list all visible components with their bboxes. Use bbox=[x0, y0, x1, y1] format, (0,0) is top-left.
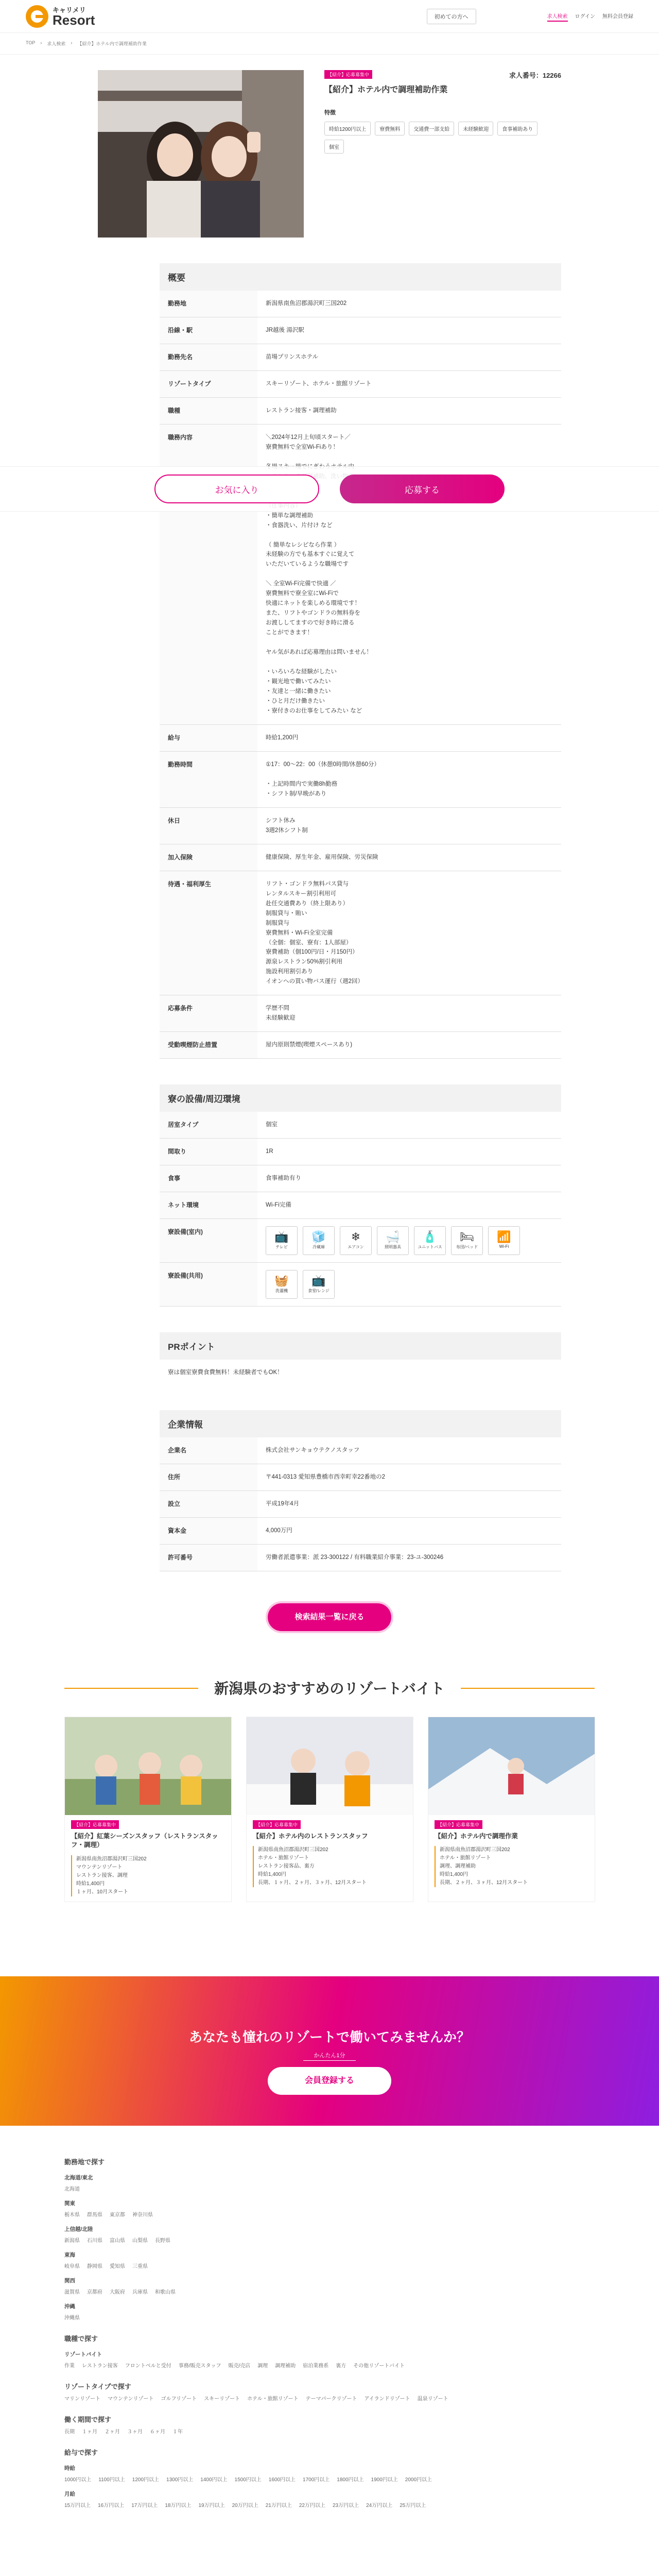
job-link[interactable]: 事務/販売スタッフ bbox=[178, 2363, 221, 2369]
row-value: 食事補助有り bbox=[266, 1175, 301, 1182]
pay-link[interactable]: 1600円以上 bbox=[268, 2477, 296, 2483]
row-key: 給与 bbox=[160, 725, 257, 751]
logo-big-text: Resort bbox=[53, 12, 95, 28]
row-key: 食事 bbox=[160, 1165, 257, 1192]
area-link[interactable]: 兵庫県 bbox=[132, 2289, 148, 2295]
row-value: 労働者派遣事業：派 23-300122 / 有料職業紹介事業：23-ユ-300246 bbox=[266, 1554, 444, 1561]
company-title: 企業情報 bbox=[160, 1410, 561, 1437]
table-row bbox=[160, 871, 561, 996]
breadcrumb-current: 【紹介】ホテル内で調理補助作業 bbox=[77, 41, 147, 46]
row-key: 勤務先名 bbox=[160, 344, 257, 370]
first-time-button[interactable]: 初めての方へ bbox=[427, 9, 476, 24]
row-key: 勤務地 bbox=[160, 291, 257, 317]
row-value: レストラン接客・調理補助 bbox=[266, 407, 337, 414]
pay-hour-label: 時給 bbox=[64, 2465, 75, 2471]
row-key: 間取り bbox=[160, 1139, 257, 1165]
table-row bbox=[160, 808, 561, 844]
amenity-bed: 🛏 布団/ベッド bbox=[451, 1226, 483, 1255]
area-group-title: 沖縄 bbox=[64, 2303, 75, 2310]
company-table bbox=[160, 1437, 561, 1571]
monthly-link[interactable]: 18万円以上 bbox=[165, 2502, 192, 2509]
row-value: 時給1,200円 bbox=[266, 734, 299, 741]
monthly-link[interactable]: 15万円以上 bbox=[64, 2502, 91, 2509]
card-image bbox=[247, 1717, 413, 1815]
job-status-badge: 【紹介】応募募集中 bbox=[324, 70, 372, 79]
job-link[interactable]: 販売/売店 bbox=[228, 2363, 251, 2369]
job-link[interactable]: 調理 bbox=[257, 2363, 268, 2369]
row-value: ＼2024年12月上旬頃スタート／ 寮費無料で全室Wi-Fiあり！ ・簡単な調理補助 ・食器洗い、片付け など （ 簡単なレシピなら作業 ） 未経験の方でも基本すぐに覚えて いただいているような職場です ＼ 全室Wi-Fi完備で快適 ／ 寮費無料で寮全室にWi-Fiで 快適にネットを楽しめる環境です！ また、リフトやゴンドラの無料券を お渡ししてますので好き時に滑る ことができます！ ヤル気があれば応募理由は問いません！ ・いろいろな経験がしたい ・観光地で働いてみたい ・友達と一緒に働きたい ・ひと月だけ働きたい ・寮付きのお仕事をしてみたい など bbox=[266, 434, 372, 714]
row-key: 休日 bbox=[160, 808, 257, 844]
logo-small-text: キャリメリ bbox=[53, 6, 86, 14]
area-link[interactable]: 山梨県 bbox=[132, 2238, 148, 2244]
washer-icon: 🧺 bbox=[274, 1274, 289, 1287]
row-value: シフト休み 3週2休シフト制 bbox=[266, 817, 308, 834]
aircon-icon: ❄ bbox=[351, 1230, 361, 1244]
card-title: 【紹介】紅葉シーズンスタッフ（レストランスタッフ・調理） bbox=[71, 1832, 218, 1849]
row-key: リゾートタイプ bbox=[160, 371, 257, 397]
card-image bbox=[428, 1717, 595, 1815]
pay-link[interactable]: 1100円以上 bbox=[98, 2477, 125, 2483]
cta-banner bbox=[0, 1976, 659, 2126]
cta-title: あなたも憧れのリゾートで働いてみませんか？ bbox=[188, 2029, 470, 2045]
area-group-title: 東海 bbox=[64, 2251, 75, 2258]
area-link[interactable]: 沖縄県 bbox=[64, 2315, 80, 2321]
area-link[interactable]: 長野県 bbox=[155, 2238, 170, 2244]
feature-tag: 個室 bbox=[324, 140, 344, 154]
dorm-table bbox=[160, 1112, 561, 1307]
card-title: 【紹介】ホテル内で調理作業 bbox=[435, 1832, 518, 1840]
card-badge: 【紹介】応募募集中 bbox=[71, 1820, 119, 1829]
type-link[interactable]: アイランドリゾート bbox=[364, 2396, 410, 2402]
logo-mark-icon bbox=[26, 5, 48, 28]
feature-tag: 時給1200円以上 bbox=[324, 122, 371, 135]
table-row bbox=[160, 1518, 561, 1545]
table-row bbox=[160, 1112, 561, 1139]
card-title: 【紹介】ホテル内のレストランスタッフ bbox=[253, 1832, 368, 1840]
area-link[interactable]: 富山県 bbox=[110, 2238, 125, 2244]
recommend-card[interactable] bbox=[246, 1717, 413, 1902]
amenity-light: 🛁 照明器具 bbox=[377, 1226, 409, 1255]
table-row bbox=[160, 725, 561, 752]
pay-link[interactable]: 1700円以上 bbox=[303, 2477, 330, 2483]
table-row bbox=[160, 1464, 561, 1491]
monthly-link[interactable]: 24万円以上 bbox=[366, 2502, 393, 2509]
table-row bbox=[160, 1192, 561, 1219]
area-link[interactable]: 京都府 bbox=[87, 2289, 102, 2295]
period-link[interactable]: ３ヶ月 bbox=[127, 2429, 143, 2435]
amenity-aircon: ❄ エアコン bbox=[340, 1226, 372, 1255]
amenity-tv: 📺 テレビ bbox=[266, 1226, 298, 1255]
area-link[interactable]: 北海道 bbox=[64, 2186, 80, 2192]
pr-text: 寮は個室寮費食費無料！未経験者でもOK！ bbox=[168, 1369, 283, 1376]
type-link[interactable]: ゴルフリゾート bbox=[161, 2396, 197, 2402]
fridge-icon: 🧊 bbox=[311, 1230, 326, 1244]
wifi-icon: 📶 bbox=[497, 1230, 511, 1244]
row-value: 学歴不問 未経験歓迎 bbox=[266, 1005, 296, 1022]
nav-job-search[interactable]: 求人検索 bbox=[547, 12, 568, 22]
monthly-link[interactable]: 20万円以上 bbox=[232, 2502, 258, 2509]
back-to-results-button[interactable]: 検索結果一覧に戻る bbox=[268, 1603, 391, 1631]
row-value: 〒441-0313 愛知県豊橋市西幸町幸22番地の2 bbox=[266, 1474, 385, 1481]
table-row bbox=[160, 1032, 561, 1059]
site-logo[interactable] bbox=[26, 5, 95, 28]
pay-link[interactable]: 2000円以上 bbox=[405, 2477, 432, 2483]
table-row bbox=[160, 1263, 561, 1307]
pay-link[interactable]: 1300円以上 bbox=[166, 2477, 194, 2483]
job-link[interactable]: その他リゾートバイト bbox=[353, 2363, 405, 2369]
feature-tag: 食事補助あり bbox=[497, 122, 537, 135]
monthly-link[interactable]: 21万円以上 bbox=[265, 2502, 292, 2509]
amenity-fridge: 🧊 冷蔵庫 bbox=[303, 1226, 335, 1255]
row-value: ①17：00〜22：00（休憩0時間/休憩60分） ・上記時間内で実働8h勤務 ・シフト制/早晩があり bbox=[266, 761, 380, 797]
type-link[interactable]: 温泉リゾート bbox=[417, 2396, 448, 2402]
job-link[interactable]: 作業 bbox=[64, 2363, 75, 2369]
features-label: 特徴 bbox=[324, 110, 336, 116]
footer-search bbox=[64, 2157, 595, 2509]
area-group-title: 上信越/北陸 bbox=[64, 2226, 93, 2232]
type-search-title: リゾートタイプで探す bbox=[64, 2382, 131, 2391]
period-link[interactable]: １ヶ月 bbox=[82, 2429, 97, 2435]
pr-title: PRポイント bbox=[160, 1332, 561, 1360]
row-value: 4,000万円 bbox=[266, 1528, 292, 1534]
row-key: 居室タイプ bbox=[160, 1112, 257, 1138]
area-link[interactable]: 滋賀県 bbox=[64, 2289, 80, 2295]
breadcrumb-top[interactable]: TOP bbox=[26, 40, 36, 45]
pay-search-title: 給与で探す bbox=[64, 2448, 98, 2456]
monthly-link[interactable]: 19万円以上 bbox=[198, 2502, 225, 2509]
area-link[interactable]: 大阪府 bbox=[110, 2289, 125, 2295]
row-key: 待遇・福利厚生 bbox=[160, 871, 257, 995]
type-link[interactable]: マウンテンリゾート bbox=[108, 2396, 154, 2402]
table-row bbox=[160, 1545, 561, 1571]
table-row bbox=[160, 291, 561, 317]
overview-table bbox=[160, 291, 561, 1059]
area-link[interactable]: 三重県 bbox=[132, 2263, 148, 2269]
row-key: 加入保険 bbox=[160, 844, 257, 871]
table-row bbox=[160, 371, 561, 398]
area-link[interactable]: 静岡県 bbox=[87, 2263, 102, 2269]
row-key: 沿線・駅 bbox=[160, 317, 257, 344]
area-group-title: 北海道/東北 bbox=[64, 2174, 93, 2181]
table-row bbox=[160, 995, 561, 1032]
pay-link[interactable]: 1200円以上 bbox=[132, 2477, 160, 2483]
period-link[interactable]: １年 bbox=[172, 2429, 183, 2435]
row-key: 応募条件 bbox=[160, 995, 257, 1031]
row-key: 寮設備(室内) bbox=[160, 1219, 257, 1262]
microwave-icon: 📺 bbox=[311, 1274, 326, 1287]
job-search-title: 職種で探す bbox=[64, 2334, 98, 2343]
favorite-button[interactable]: お気に入り bbox=[154, 474, 319, 503]
pay-link[interactable]: 1500円以上 bbox=[234, 2477, 262, 2483]
period-search-title: 働く期間で探す bbox=[64, 2415, 112, 2424]
area-group-title: 関西 bbox=[64, 2277, 75, 2284]
row-value: 平成19年4月 bbox=[266, 1501, 300, 1507]
pay-month-label: 月給 bbox=[64, 2490, 75, 2497]
feature-tags bbox=[324, 122, 551, 154]
row-key: 資本金 bbox=[160, 1518, 257, 1544]
row-value: JR越後 湯沢駅 bbox=[266, 327, 304, 333]
feature-tag: 未経験歓迎 bbox=[458, 122, 493, 135]
period-link[interactable]: ２ヶ月 bbox=[105, 2429, 120, 2435]
monthly-link[interactable]: 23万円以上 bbox=[333, 2502, 359, 2509]
monthly-link[interactable]: 16万円以上 bbox=[98, 2502, 125, 2509]
recommend-card[interactable] bbox=[64, 1717, 232, 1902]
sticky-action-bar bbox=[0, 466, 659, 512]
row-value: 屋内原則禁煙(喫煙スペースあり) bbox=[266, 1042, 353, 1048]
recommend-cards bbox=[64, 1717, 595, 1902]
job-photo bbox=[98, 70, 304, 238]
table-row bbox=[160, 1437, 561, 1464]
type-link[interactable]: ホテル・旅館リゾート bbox=[247, 2396, 299, 2402]
area-link[interactable]: 新潟県 bbox=[64, 2238, 80, 2244]
tv-icon: 📺 bbox=[274, 1230, 289, 1244]
table-row bbox=[160, 1165, 561, 1192]
row-value: Wi-Fi完備 bbox=[266, 1202, 291, 1209]
breadcrumb: TOP › 求人検索 › 【紹介】ホテル内で調理補助作業 bbox=[26, 40, 147, 46]
nav-login[interactable]: ログイン bbox=[575, 13, 595, 20]
job-link[interactable]: フロントベルと受付 bbox=[125, 2363, 171, 2369]
area-link[interactable]: 和歌山県 bbox=[155, 2289, 176, 2295]
row-value: 個室 bbox=[266, 1122, 278, 1128]
cta-subtitle: かんたん1分 bbox=[303, 2051, 355, 2061]
type-link[interactable]: マリンリゾート bbox=[64, 2396, 100, 2402]
pay-link[interactable]: 1800円以上 bbox=[337, 2477, 364, 2483]
row-key: 設立 bbox=[160, 1491, 257, 1517]
pay-link[interactable]: 1400円以上 bbox=[200, 2477, 228, 2483]
row-key: 職種 bbox=[160, 398, 257, 424]
row-value: リフト・ゴンドラ無料パス貸与 レンタルスキー割引利用可 赴任交通費あり（終上限あり） 制服貸与・賄い 制服貸与 寮費無料・Wi-Fi全室完備 （全個：個室、寮有：1人部屋） 寮費補助（個100円/日・月150円） 源泉レストラン50%割引利用 施設利用割引あり イオンへの買い物バス運行（週2回） bbox=[266, 880, 364, 985]
nav-register[interactable]: 無料会員登録 bbox=[602, 13, 633, 20]
table-row bbox=[160, 344, 561, 371]
card-badge: 【紹介】応募募集中 bbox=[435, 1820, 482, 1829]
table-row bbox=[160, 1219, 561, 1263]
feature-tag: 交通費一部支給 bbox=[409, 122, 454, 135]
row-key: 企業名 bbox=[160, 1437, 257, 1464]
row-key: 住所 bbox=[160, 1464, 257, 1490]
feature-tag: 寮費無料 bbox=[375, 122, 405, 135]
area-link[interactable]: 神奈川県 bbox=[132, 2212, 153, 2218]
type-link[interactable]: テーマパークリゾート bbox=[305, 2396, 357, 2402]
job-sub-title: リゾートバイト bbox=[64, 2351, 102, 2358]
row-value: 苗場プリンスホテル bbox=[266, 353, 319, 360]
recommend-title: 新潟県のおすすめのリゾートバイト bbox=[64, 1677, 595, 1698]
table-row bbox=[160, 398, 561, 425]
table-row bbox=[160, 844, 561, 871]
amenity-bath: 🧴 ユニットバス bbox=[414, 1226, 446, 1255]
shared-amenities bbox=[257, 1263, 343, 1306]
table-row bbox=[160, 317, 561, 344]
table-row bbox=[160, 1139, 561, 1165]
job-link[interactable]: 裏方 bbox=[336, 2363, 346, 2369]
amenity-washer: 🧺 洗濯機 bbox=[266, 1270, 298, 1299]
area-link[interactable]: 群馬県 bbox=[87, 2212, 102, 2218]
register-button[interactable]: 会員登録する bbox=[268, 2067, 391, 2095]
job-title: 【紹介】ホテル内で調理補助作業 bbox=[324, 86, 448, 94]
apply-button[interactable]: 応募する bbox=[340, 474, 505, 503]
row-key: 許可番号 bbox=[160, 1545, 257, 1571]
job-link[interactable]: レストラン接客 bbox=[82, 2363, 118, 2369]
area-link[interactable]: 愛知県 bbox=[110, 2263, 125, 2269]
monthly-link[interactable]: 22万円以上 bbox=[299, 2502, 325, 2509]
card-image bbox=[65, 1717, 231, 1815]
row-key: ネット環境 bbox=[160, 1192, 257, 1218]
card-desc: 新潟県南魚沼郡湯沢町三国202 ホテル・旅館リゾート 調理、調理補助 時給1,400円 長期、２ヶ月、３ヶ月、12月スタート bbox=[435, 1846, 588, 1887]
area-link[interactable]: 岐阜県 bbox=[64, 2263, 80, 2269]
area-group-title: 関東 bbox=[64, 2200, 75, 2207]
table-row bbox=[160, 752, 561, 808]
pay-link[interactable]: 1900円以上 bbox=[371, 2477, 398, 2483]
row-value: 株式会社サンキョウテクノスタッフ bbox=[266, 1447, 360, 1454]
bath-icon: 🧴 bbox=[423, 1230, 437, 1244]
period-link[interactable]: 長期 bbox=[64, 2429, 75, 2435]
area-link[interactable]: 栃木県 bbox=[64, 2212, 80, 2218]
room-amenities bbox=[257, 1219, 528, 1262]
pay-link[interactable]: 1000円以上 bbox=[64, 2477, 92, 2483]
light-icon: 🛁 bbox=[386, 1230, 400, 1244]
recommend-card[interactable] bbox=[428, 1717, 595, 1902]
row-key: 寮設備(共用) bbox=[160, 1263, 257, 1306]
dorm-title: 寮の設備/周辺環境 bbox=[160, 1084, 561, 1112]
row-key: 勤務時間 bbox=[160, 752, 257, 807]
table-row bbox=[160, 1491, 561, 1518]
breadcrumb-search[interactable]: 求人検索 bbox=[47, 41, 66, 46]
job-link[interactable]: 調理補助 bbox=[275, 2363, 296, 2369]
row-value: 新潟県南魚沼郡湯沢町三国202 bbox=[266, 300, 347, 307]
job-number: 求人番号：12266 bbox=[509, 72, 561, 79]
overview-title: 概要 bbox=[160, 263, 561, 291]
card-desc: 新潟県南魚沼郡湯沢町三国202 ホテル・旅館リゾート レストラン接客品、裏方 時給1,400円 長期、１ヶ月、２ヶ月、３ヶ月、12月スタート bbox=[253, 1846, 407, 1887]
area-link[interactable]: 東京都 bbox=[110, 2212, 125, 2218]
period-link[interactable]: ６ヶ月 bbox=[150, 2429, 165, 2435]
area-link[interactable]: 石川県 bbox=[87, 2238, 102, 2244]
monthly-link[interactable]: 25万円以上 bbox=[400, 2502, 426, 2509]
amenity-microwave: 📺 食堂/レンジ bbox=[303, 1270, 335, 1299]
row-value: 健康保険、厚生年金、雇用保険、労災保険 bbox=[266, 854, 378, 860]
type-link[interactable]: スキーリゾート bbox=[204, 2396, 240, 2402]
card-desc: 新潟県南魚沼郡湯沢町三国202 マウンテンリゾート レストラン接客、調理 時給1,400円 １ヶ月、10月スタート bbox=[71, 1855, 225, 1896]
row-value: スキーリゾート、ホテル・旅館リゾート bbox=[266, 380, 372, 387]
site-header bbox=[0, 0, 659, 33]
row-key: 職務内容 bbox=[160, 425, 257, 724]
row-value: 1R bbox=[266, 1148, 273, 1155]
monthly-link[interactable]: 17万円以上 bbox=[131, 2502, 158, 2509]
row-key: 受動喫煙防止措置 bbox=[160, 1032, 257, 1058]
bed-icon: 🛏 bbox=[460, 1230, 474, 1244]
job-link[interactable]: 宿泊業務系 bbox=[303, 2363, 329, 2369]
area-search-title: 勤務地で探す bbox=[64, 2158, 105, 2166]
amenity-wifi: 📶 Wi-Fi bbox=[488, 1226, 520, 1255]
card-badge: 【紹介】応募募集中 bbox=[253, 1820, 301, 1829]
